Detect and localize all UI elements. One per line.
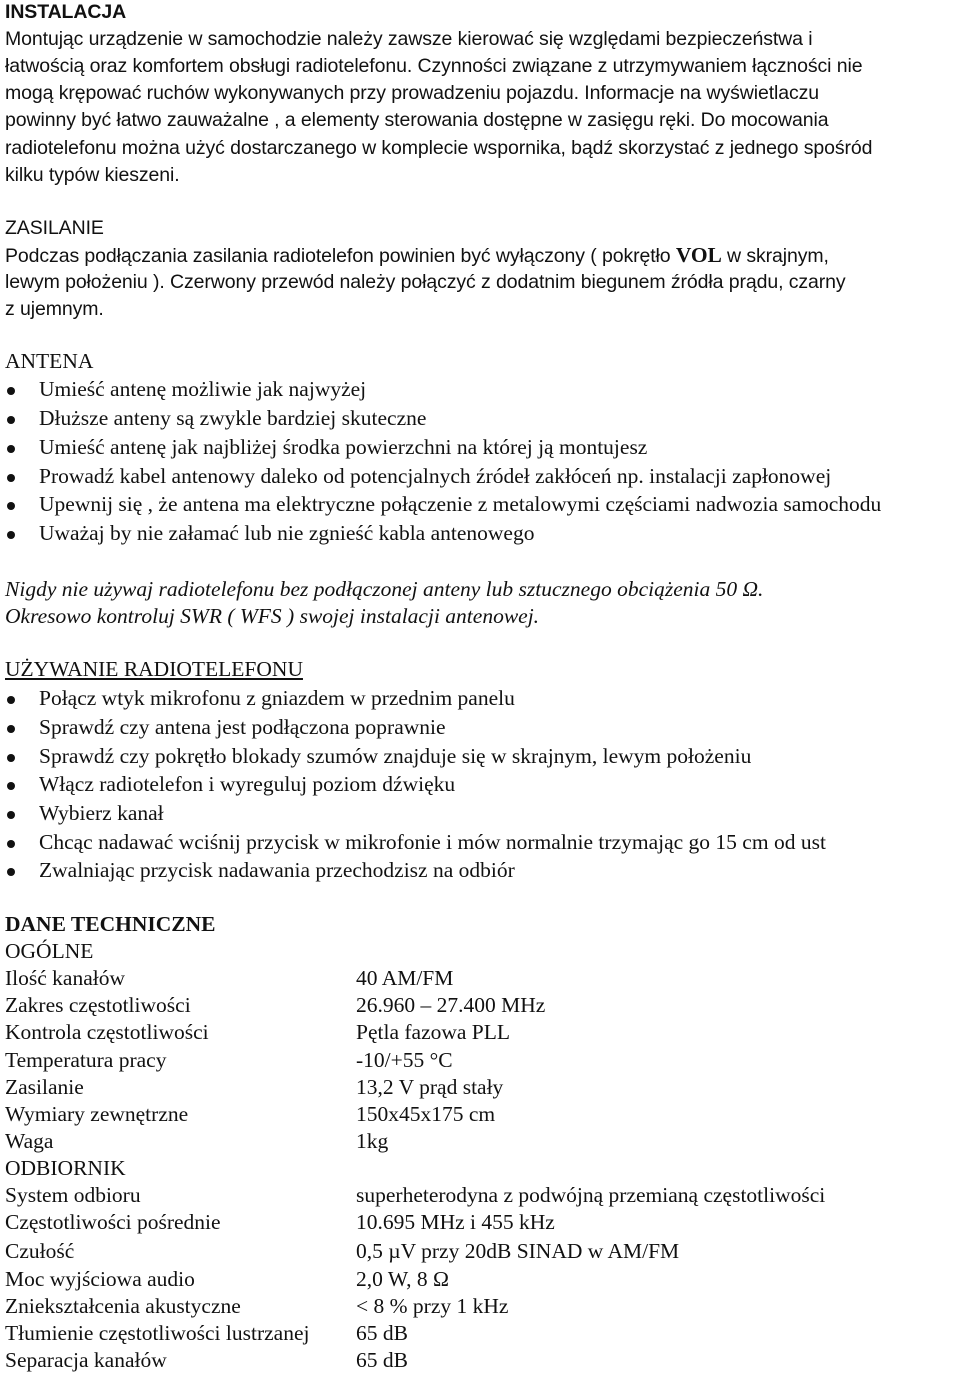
- list-item-text: Upewnij się , że antena ma elektryczne połączenie z metalowymi częściami nadwozia samochodu: [39, 492, 882, 516]
- spec-label: Wymiary zewnętrzne: [5, 1102, 189, 1126]
- section-heading-dane: DANE TECHNICZNE: [5, 912, 216, 936]
- italic-note: Nigdy nie używaj radiotelefonu bez podłączonej anteny lub sztucznego obciążenia 50 Ω.: [5, 577, 764, 601]
- bullet-icon: [7, 782, 15, 790]
- list-item-text: Prowadź kabel antenowy daleko od potencjalnych źródeł zakłóceń np. instalacji zapłonowej: [39, 464, 832, 488]
- paragraph-line: z ujemnym.: [5, 298, 104, 320]
- text-run: w skrajnym,: [721, 245, 829, 267]
- list-item-text: Sprawdź czy antena jest podłączona poprawnie: [39, 715, 446, 739]
- list-item-text: Umieść antenę możliwie jak najwyżej: [39, 377, 367, 401]
- list-item-text: Dłuższe anteny są zwykle bardziej skuteczne: [39, 406, 427, 430]
- spec-label: Tłumienie częstotliwości lustrzanej: [5, 1321, 310, 1345]
- spec-label: Zakres częstotliwości: [5, 993, 191, 1017]
- paragraph-line: powinny być łatwo zauważalne , a elementy sterowania dostępne w zasięgu ręki. Do mocowania: [5, 109, 829, 131]
- list-item-text: Umieść antenę jak najbliżej środka powierzchni na której ją montujesz: [39, 435, 648, 459]
- spec-value: 2,0 W, 8 Ω: [356, 1267, 450, 1291]
- spec-value: 40 AM/FM: [356, 966, 454, 990]
- spec-value: 10.695 MHz i 455 kHz: [356, 1210, 555, 1234]
- bullet-icon: [7, 531, 15, 539]
- section-heading-antena: ANTENA: [5, 349, 94, 373]
- spec-label: Temperatura pracy: [5, 1048, 167, 1072]
- list-item-text: Uważaj by nie załamać lub nie zgnieść kabla antenowego: [39, 521, 535, 545]
- spec-value: 65 dB: [356, 1321, 408, 1345]
- spec-label: System odbioru: [5, 1183, 141, 1207]
- section-heading-uzywanie: UŻYWANIE RADIOTELEFONU: [5, 657, 303, 681]
- subheading-ogolne: OGÓLNE: [5, 939, 94, 963]
- bullet-icon: [7, 696, 15, 704]
- bullet-icon: [7, 754, 15, 762]
- bullet-icon: [7, 840, 15, 848]
- spec-value: 13,2 V prąd stały: [356, 1075, 504, 1099]
- list-item-text: Włącz radiotelefon i wyreguluj poziom dźwięku: [39, 772, 456, 796]
- spec-value: 1kg: [356, 1129, 389, 1153]
- spec-value: 0,5 µV przy 20dB SINAD w AM/FM: [356, 1239, 680, 1263]
- spec-label: Ilość kanałów: [5, 966, 126, 990]
- spec-value: 26.960 – 27.400 MHz: [356, 993, 546, 1017]
- spec-label: Częstotliwości pośrednie: [5, 1210, 221, 1234]
- list-item-text: Wybierz kanał: [39, 801, 164, 825]
- spec-value: 65 dB: [356, 1348, 408, 1372]
- paragraph-line: [5, 242, 829, 270]
- text-run: Podczas podłączania zasilania radiotelefon powinien być wyłączony ( pokrętło: [5, 245, 676, 267]
- bullet-icon: [7, 445, 15, 453]
- list-item-text: Połącz wtyk mikrofonu z gniazdem w przednim panelu: [39, 686, 515, 710]
- spec-label: Zasilanie: [5, 1075, 84, 1099]
- paragraph-line: mogą krępować ruchów wykonywanych przy prowadzeniu pojazdu. Informacje na wyświetlaczu: [5, 82, 820, 104]
- bullet-icon: [7, 868, 15, 876]
- section-heading-zasilanie: ZASILANIE: [5, 217, 104, 239]
- paragraph-line: lewym położeniu ). Czerwony przewód należy połączyć z dodatnim biegunem źródła prądu, czarny: [5, 271, 846, 293]
- spec-label: Separacja kanałów: [5, 1348, 167, 1372]
- list-item-text: Chcąc nadawać wciśnij przycisk w mikrofonie i mów normalnie trzymając go 15 cm od ust: [39, 830, 826, 854]
- vol-knob-label: VOL: [675, 243, 722, 267]
- paragraph-line: radiotelefonu można użyć dostarczanego w komplecie wspornika, bądź skorzystać z jednego spośród: [5, 137, 873, 159]
- bullet-icon: [7, 811, 15, 819]
- bullet-icon: [7, 474, 15, 482]
- bullet-icon: [7, 725, 15, 733]
- italic-note: Okresowo kontroluj SWR ( WFS ) swojej instalacji antenowej.: [5, 604, 540, 628]
- spec-value: < 8 % przy 1 kHz: [356, 1294, 509, 1318]
- spec-label: Czułość: [5, 1239, 75, 1263]
- spec-value: 150x45x175 cm: [356, 1102, 496, 1126]
- subheading-odbiornik: ODBIORNIK: [5, 1156, 126, 1180]
- bullet-icon: [7, 502, 15, 510]
- paragraph-line: łatwością oraz komfortem obsługi radiotelefonu. Czynności związane z utrzymywaniem łączności nie: [5, 55, 863, 77]
- paragraph-line: Montując urządzenie w samochodzie należy zawsze kierować się względami bezpieczeństwa i: [5, 28, 813, 50]
- spec-label: Moc wyjściowa audio: [5, 1267, 195, 1291]
- list-item-text: Zwalniając przycisk nadawania przechodzisz na odbiór: [39, 858, 515, 882]
- spec-value: Pętla fazowa PLL: [356, 1020, 511, 1044]
- bullet-icon: [7, 416, 15, 424]
- spec-label: Kontrola częstotliwości: [5, 1020, 209, 1044]
- spec-value: superheterodyna z podwójną przemianą częstotliwości: [356, 1183, 826, 1207]
- section-heading-instalacja: INSTALACJA: [5, 1, 127, 23]
- spec-value: -10/+55 °C: [356, 1048, 453, 1072]
- spec-label: Waga: [5, 1129, 54, 1153]
- bullet-icon: [7, 387, 15, 395]
- paragraph-line: kilku typów kieszeni.: [5, 164, 180, 186]
- list-item-text: Sprawdź czy pokrętło blokady szumów znajduje się w skrajnym, lewym położeniu: [39, 744, 752, 768]
- spec-label: Zniekształcenia akustyczne: [5, 1294, 241, 1318]
